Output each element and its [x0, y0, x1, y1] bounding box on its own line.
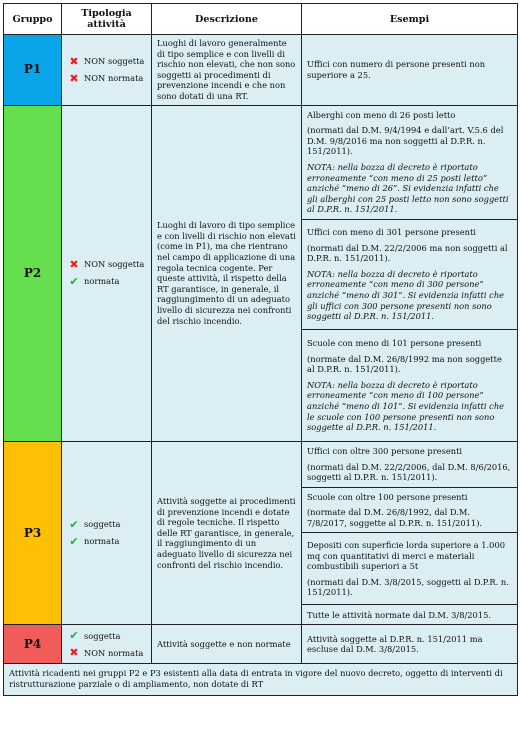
p3-example-3-normative: (normati dal D.M. 3/8/2015, soggetti al D.P.R. n. 151/2011).	[307, 576, 509, 598]
p3-example-1-normative: (normati dal D.M. 22/2/2006, dal D.M. 8/6/2016, soggetti al D.P.R. n. 151/2011).	[307, 461, 511, 483]
group-p3-cell	[4, 441, 62, 625]
p3-description: Attività soggette ai procedimenti di prevenzione incendi e dotate di regole tecniche. Il rispetto delle RT garantisce, in generale, il raggiungimento di un adeguato livello di sicurezza nei confronti del rischio incendio.	[152, 441, 302, 625]
p2-example-2	[302, 219, 518, 329]
footer-note: Attività ricadenti nei gruppi P2 e P3 esistenti alla data di entrata in vigore del nuovo decreto, oggetto di interventi di ristrutturazione parziale o di ampliamento, non dotate di RT	[4, 664, 518, 696]
group-p1-label: P1	[23, 62, 42, 77]
header-esempi: Esempi	[302, 4, 518, 35]
p3-example-2-title: Scuole con oltre 100 persone presenti	[307, 491, 468, 502]
p4-type-2	[68, 644, 147, 661]
p3-example-3-title: Depositi con superficie lorda superiore a 1.000 mq con quantitativi di merci e materiali combustibili superiori a 5t	[307, 539, 505, 572]
check-icon: ✔	[69, 518, 79, 532]
p1-type-2	[68, 70, 147, 87]
p2-example-3-normative: (normate dal D.M. 26/8/1992 ma non soggette al D.P.R. n. 151/2011).	[307, 353, 502, 375]
p3-type-2-text: normata	[84, 536, 120, 547]
p4-example-1	[302, 625, 518, 664]
p1-types	[62, 35, 152, 106]
p3-example-3	[302, 533, 518, 605]
header-row	[4, 4, 518, 35]
p2-type-2	[68, 273, 147, 290]
p3-example-4	[302, 605, 518, 625]
p2-description: Luoghi di lavoro di tipo semplice e con livelli di rischio non elevati (come in P1), ma che rientrano nel campo di applicazione di una regola tecnica cogente. Per queste attività, il rispetto della RT garantisce, in generale, il raggiungimento di un adeguato livello di sicurezza nei confronti del rischio incendio.	[152, 105, 302, 441]
group-p2-label: P2	[23, 265, 42, 280]
p3-example-1	[302, 441, 518, 487]
row-p4	[4, 625, 518, 664]
p1-example-1-text: Uffici con numero di persone presenti non superiore a 25.	[307, 59, 486, 80]
p1-description: Luoghi di lavoro generalmente di tipo semplice e con livelli di rischio non elevati, che non sono soggetti ai procedimenti di prevenzione incendi e che non sono dotati di una RT.	[152, 35, 302, 106]
p2-example-1-title: Alberghi con meno di 26 posti letto	[307, 109, 456, 120]
p1-type-1-text: NON soggetta	[84, 55, 145, 66]
p1-type-2-text: NON normata	[84, 72, 144, 83]
p2-example-3-title: Scuole con meno di 101 persone presenti	[307, 338, 482, 349]
group-p1-cell	[4, 35, 62, 106]
row-p3-a	[4, 441, 518, 487]
row-p1	[4, 35, 518, 106]
header-descrizione: Descrizione	[152, 4, 302, 35]
p3-type-1-text: soggetta	[84, 519, 121, 530]
p2-type-1-text: NON soggetta	[84, 259, 145, 270]
p2-example-2-note: NOTA: nella bozza di decreto è riportato erroneamente “con meno di 300 persone” anziché “meno di 301”. Si evidenzia infatti che gli uffici con 300 persone presenti non sono soggetti al D.P.R. n. 151/2011.	[307, 268, 505, 322]
check-icon: ✔	[69, 535, 79, 549]
check-icon: ✔	[69, 275, 79, 289]
header-tipologia: Tipologia attività	[62, 4, 152, 35]
cross-icon: ✖	[69, 258, 79, 272]
p4-types	[62, 625, 152, 664]
p3-type-1	[68, 516, 147, 533]
p1-example-1	[302, 35, 518, 106]
group-p3-label: P3	[23, 525, 42, 540]
p2-example-3	[302, 329, 518, 441]
p2-example-3-note: NOTA: nella bozza di decreto è riportato erroneamente “con meno di 100 persone” anziché “meno di 101”. Si evidenzia infatti che le scuole con 100 persone presenti non sono soggette al D.P.R. n. 151/2011.	[307, 379, 505, 433]
group-p4-label: P4	[23, 637, 42, 652]
p3-example-2-normative: (normate dal D.M. 26/8/1992, dal D.M. 7/8/2017, soggette al D.P.R. n. 151/2011).	[307, 507, 483, 528]
header-gruppo: Gruppo	[4, 4, 62, 35]
group-p4-cell	[4, 625, 62, 664]
p2-example-1	[302, 105, 518, 219]
p2-example-1-normative: (normati dal D.M. 9/4/1994 e dall’art. V.5.6 del D.M. 9/8/2016 ma non soggetti al D.P.R. n. 151/2011).	[307, 125, 504, 157]
p2-types	[62, 105, 152, 441]
group-p2-cell	[4, 105, 62, 441]
p4-description: Attività soggette e non normate	[152, 625, 302, 664]
p2-type-2-text: normata	[84, 276, 120, 287]
classification-table	[3, 3, 518, 696]
row-footer	[4, 664, 518, 696]
row-p2-a	[4, 105, 518, 219]
p4-type-1	[68, 627, 147, 644]
p4-type-2-text: NON normata	[84, 647, 144, 658]
cross-icon: ✖	[69, 54, 79, 68]
check-icon: ✔	[69, 629, 79, 643]
classification-table-container	[3, 3, 517, 696]
p2-type-1	[68, 256, 147, 273]
p3-type-2	[68, 533, 147, 550]
p4-type-1-text: soggetta	[84, 630, 121, 641]
p2-example-2-normative: (normati dal D.M. 22/2/2006 ma non soggetti al D.P.R. n. 151/2011).	[307, 242, 508, 264]
p4-example-1-title: Attività soggette al D.P.R. n. 151/2011 ma escluse dal D.M. 3/8/2015.	[307, 633, 483, 655]
p2-example-2-title: Uffici con meno di 301 persone presenti	[307, 227, 476, 238]
cross-icon: ✖	[69, 71, 79, 85]
p3-example-4-title: Tutte le attività normate dal D.M. 3/8/2015.	[307, 609, 492, 620]
p3-types	[62, 441, 152, 625]
p1-type-1	[68, 53, 147, 70]
p3-example-1-title: Uffici con oltre 300 persone presenti	[307, 445, 463, 456]
p3-example-2	[302, 487, 518, 533]
cross-icon: ✖	[69, 646, 79, 660]
p2-example-1-note: NOTA: nella bozza di decreto è riportato erroneamente “con meno di 25 posti letto” anziché “meno di 26”. Si evidenzia infatti che gli alberghi con 25 posti letto non sono soggetti al D.P.R. n. 151/2011.	[307, 161, 509, 215]
